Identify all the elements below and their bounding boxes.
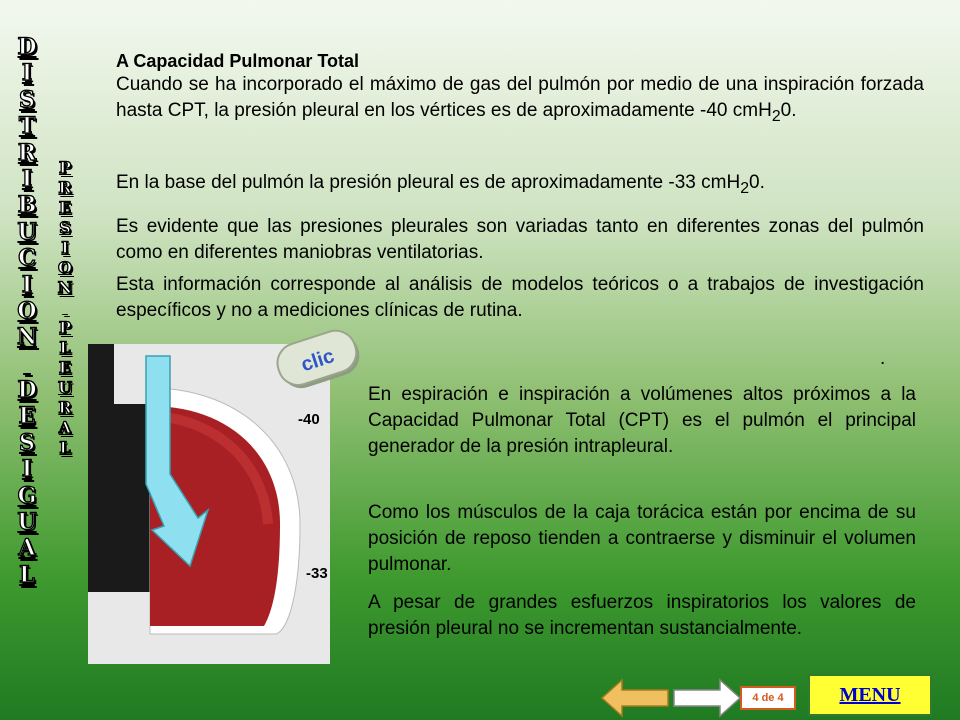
presion-letter: P xyxy=(58,318,72,337)
presion-letter: R xyxy=(58,178,72,197)
presion-letter: R xyxy=(58,398,72,417)
dot-marker: . xyxy=(880,348,886,369)
prev-arrow-button[interactable] xyxy=(600,678,670,718)
next-arrow-button[interactable] xyxy=(672,678,742,718)
presion-letter: E xyxy=(58,198,72,217)
distribucion-letter: B xyxy=(17,192,37,219)
side-title-presion-pleural xyxy=(52,160,78,460)
presion-letter: O xyxy=(58,258,72,277)
distribucion-letter: U xyxy=(17,218,37,245)
presion-letter: E xyxy=(58,358,72,377)
paragraph-esfuerzos-inspiratorios: A pesar de grandes esfuerzos inspiratorios los valores de presión pleural no se incrementan sustancialmente. xyxy=(368,592,916,639)
distribucion-letter: G xyxy=(17,482,37,509)
clic-label: clic xyxy=(298,345,338,377)
distribucion-letter: D xyxy=(17,377,37,404)
distribucion-letter: L xyxy=(19,561,35,588)
distribucion-letter xyxy=(23,353,31,379)
presion-letter: A xyxy=(58,418,72,437)
paragraph-musculos-caja-toracica: Como los músculos de la caja torácica están por encima de su posición de reposo tienden a contraerse y disminuir el volumen pulmonar. xyxy=(368,502,916,575)
distribucion-letter: O xyxy=(17,297,37,324)
page-indicator: 4 de 4 xyxy=(740,686,796,710)
distribucion-letter: A xyxy=(18,535,36,562)
clic-button[interactable] xyxy=(274,326,366,396)
paragraph-espiracion-inspiracion: En espiración e inspiración a volúmenes altos próximos a la Capacidad Pulmonar Total (CPT) es el pulmón el principal generador de la presión intrapleural. xyxy=(368,384,916,457)
left-arrow-icon xyxy=(602,680,668,716)
section-heading: A Capacidad Pulmonar Total xyxy=(116,51,360,71)
distribucion-letter: I xyxy=(21,456,33,483)
distribucion-letter: C xyxy=(18,245,36,272)
bottom-pressure-value: -33 xyxy=(306,565,328,582)
presion-letter: U xyxy=(58,378,72,397)
paragraph-modelos-teoricos: Esta información corresponde al análisis de modelos teóricos o a trabajos de investigación específicos y no a mediciones clínicas de rutina. xyxy=(116,274,924,321)
distribucion-letter: I xyxy=(21,165,33,192)
distribucion-letter: R xyxy=(17,139,37,166)
distribucion-letter: E xyxy=(18,403,36,430)
presion-letter: P xyxy=(58,158,72,177)
menu-button[interactable]: MENU xyxy=(808,674,932,716)
distribucion-letter: S xyxy=(19,86,35,113)
distribucion-letter: D xyxy=(17,34,37,60)
presion-letter: L xyxy=(59,338,71,357)
side-title-distribucion-desigual xyxy=(12,36,42,590)
presion-letter: I xyxy=(61,238,69,257)
distribucion-letter: T xyxy=(18,113,36,140)
distribucion-letter: N xyxy=(16,324,38,351)
distribucion-letter: U xyxy=(17,509,37,536)
paragraph-cpt-vertices: Cuando se ha incorporado el máximo de gas del pulmón por medio de una inspiración forzada hasta CPT, la presión pleural en los vértices es de aproximadamente -40 cmH$_2$0. xyxy=(116,74,924,125)
presion-letter xyxy=(62,300,68,320)
distribucion-letter: S xyxy=(19,429,35,456)
paragraph-base-pulmon: En la base del pulmón la presión pleural es de aproximadamente -33 cmH$_2$0. xyxy=(116,172,765,197)
distribucion-letter: I xyxy=(21,271,33,298)
paragraph-presiones-variadas: Es evidente que las presiones pleurales son variadas tanto en diferentes zonas del pulmón como en diferentes maniobras ventilatorias. xyxy=(116,216,924,263)
presion-letter: N xyxy=(57,278,73,297)
distribucion-letter: I xyxy=(21,60,33,87)
right-arrow-icon xyxy=(674,680,740,716)
presion-letter: L xyxy=(59,438,71,457)
presion-letter: S xyxy=(59,218,71,237)
top-pressure-value: -40 xyxy=(298,411,320,428)
